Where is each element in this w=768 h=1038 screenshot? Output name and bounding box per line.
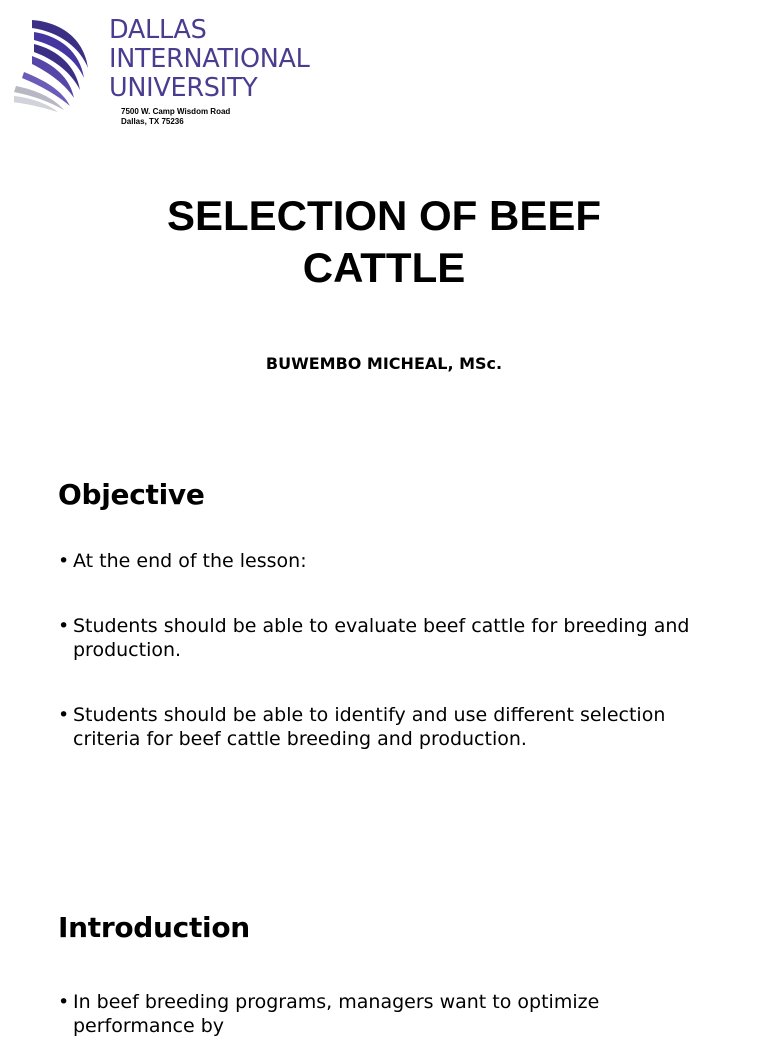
- title-line-1: SELECTION OF BEEF: [166, 192, 602, 239]
- document-title: [0, 190, 768, 294]
- address-street: 7500 W. Camp Wisdom Road: [121, 107, 231, 116]
- list-item: • Students should be able to identify and use different selection criteria for beef cattle breeding and production.: [58, 703, 718, 751]
- title-line-2: CATTLE: [302, 244, 466, 291]
- objective-heading: Objective: [58, 478, 205, 511]
- university-address: [121, 107, 230, 127]
- objective-list: [58, 549, 718, 751]
- university-name-line-2: INTERNATIONAL: [109, 44, 310, 74]
- introduction-list: [58, 990, 718, 1038]
- address-city: Dallas, TX 75236: [121, 117, 184, 126]
- university-name-line-3: UNIVERSITY: [109, 73, 258, 103]
- author-name: BUWEMBO MICHEAL, MSc.: [265, 354, 503, 373]
- university-logo-icon: [14, 16, 94, 112]
- list-item: • Students should be able to evaluate beef cattle for breeding and production.: [58, 614, 718, 662]
- introduction-heading: Introduction: [58, 911, 250, 944]
- university-name-line-1: DALLAS: [109, 15, 207, 45]
- university-name: [109, 16, 310, 103]
- list-item: • At the end of the lesson:: [58, 549, 718, 573]
- list-item: • In beef breeding programs, managers want to optimize performance by: [58, 990, 718, 1038]
